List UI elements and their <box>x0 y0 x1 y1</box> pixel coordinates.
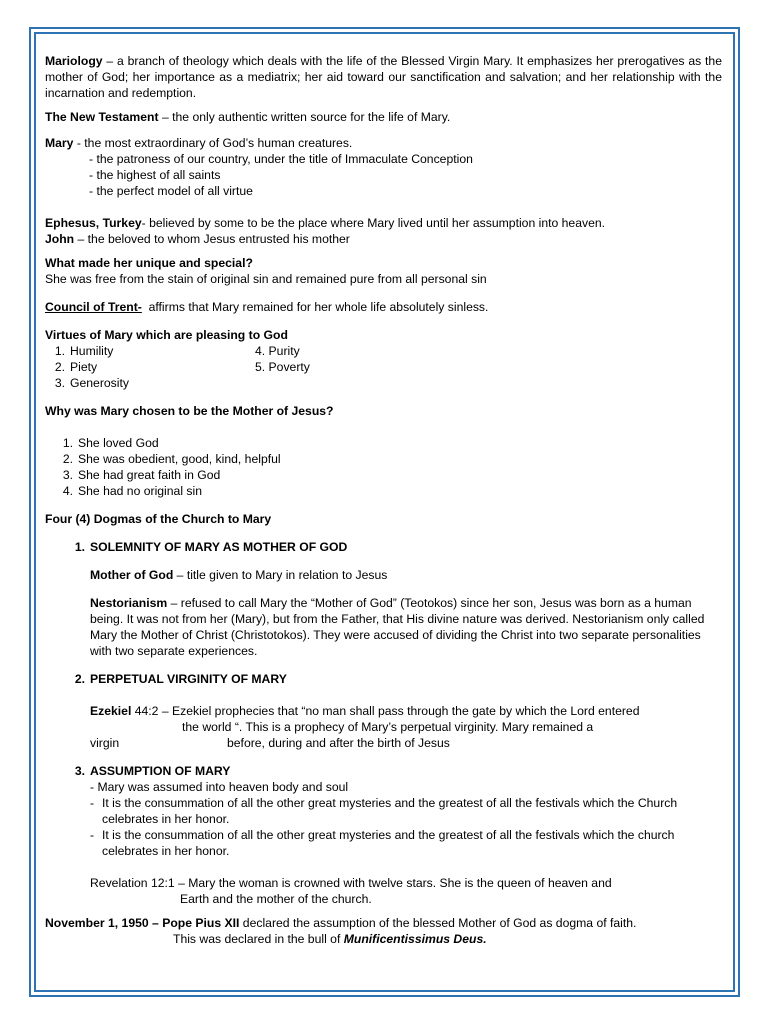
chosen-list <box>45 435 722 499</box>
unique-answer: She was free from the stain of original sin and remained pure from all personal sin <box>45 272 487 286</box>
dogma-2-heading: 2. PERPETUAL VIRGINITY OF MARY <box>74 672 287 686</box>
bull-line: This was declared in the bull of Munificentissimus Deus. <box>173 932 487 946</box>
mariology-paragraph: Mariology – a branch of theology which deals with the life of the Blessed Virgin Mary. It emphasizes her prerogatives as the mother of God; her importance as a mediatrix; her aid toward our sanctification and salvation; and her relationship with the incarnation and redemption. <box>45 54 722 100</box>
mary-paragraph: Mary - the most extraordinary of God’s human creatures. <box>45 136 353 150</box>
chosen-question: Why was Mary chosen to be the Mother of Jesus? <box>45 404 334 418</box>
dogma-3-heading: 3. ASSUMPTION OF MARY <box>74 764 231 778</box>
ezekiel-line: Ezekiel 44:2 – Ezekiel prophecies that “no man shall pass through the gate by which the Lord entered <box>90 704 640 718</box>
new-testament-paragraph: The New Testament – the only authentic written source for the life of Mary. <box>45 110 451 124</box>
trent-line: Council of Trent- affirms that Mary remained for her whole life absolutely sinless. <box>45 300 489 314</box>
virtue-row: 2. Piety 5. Poverty <box>54 360 310 374</box>
ezekiel-line-3: virgin before, during and after the birth of Jesus <box>90 736 450 750</box>
mother-of-god-line: Mother of God – title given to Mary in relation to Jesus <box>90 568 388 582</box>
mary-item: - the highest of all saints <box>89 168 221 182</box>
chosen-item: 3. She had great faith in God <box>62 468 221 482</box>
virtue-row: 1. Humility 4. Purity <box>54 344 300 358</box>
chosen-item: 1. She loved God <box>62 436 159 450</box>
dogmas-heading: Four (4) Dogmas of the Church to Mary <box>45 512 272 526</box>
revelation-line: Revelation 12:1 – Mary the woman is crowned with twelve stars. She is the queen of heaven and <box>90 876 612 890</box>
assumption-dash-item: - It is the consummation of all the other great mysteries and the greatest of all the festivals which the Church celebrates in her honor. <box>90 796 678 826</box>
virtues-heading: Virtues of Mary which are pleasing to God <box>45 328 288 342</box>
revelation-line-2: Earth and the mother of the church. <box>180 892 372 906</box>
chosen-item: 4. She had no original sin <box>62 484 202 498</box>
assumption-line: - Mary was assumed into heaven body and soul <box>90 780 349 794</box>
mary-item: - the patroness of our country, under the title of Immaculate Conception <box>89 152 473 166</box>
chosen-item: 2. She was obedient, good, kind, helpful <box>62 452 281 466</box>
assumption-dash-item: - It is the consummation of all the other great mysteries and the greatest of all the festivals which the church celebrates in her honor. <box>90 828 675 858</box>
nestorianism-paragraph: Nestorianism – refused to call Mary the “Mother of God” (Teotokos) since her son, Jesus was born as a human being. It was not from her (Mary), but from the Father, that His divine nature was derived. Nestorianism only called Mary the Mother of Christ (Christotokos). They were accused of dividing the Christ into two separate personalities with two separate experiences. <box>90 596 705 658</box>
document-body <box>45 53 722 947</box>
john-line: John – the beloved to whom Jesus entrusted his mother <box>45 232 350 246</box>
november-line: November 1, 1950 – Pope Pius XII declared the assumption of the blessed Mother of God as dogma of faith. <box>45 916 637 930</box>
unique-question: What made her unique and special? <box>45 256 253 270</box>
ephesus-line: Ephesus, Turkey- believed by some to be the place where Mary lived until her assumption into heaven. <box>45 216 606 230</box>
ezekiel-line-2: the world “. This is a prophecy of Mary’s perpetual virginity. Mary remained a <box>182 720 594 734</box>
dogma-1-heading: 1. SOLEMNITY OF MARY AS MOTHER OF GOD <box>74 540 348 554</box>
mary-item: - the perfect model of all virtue <box>89 184 253 198</box>
virtue-row: 3. Generosity <box>54 376 129 390</box>
